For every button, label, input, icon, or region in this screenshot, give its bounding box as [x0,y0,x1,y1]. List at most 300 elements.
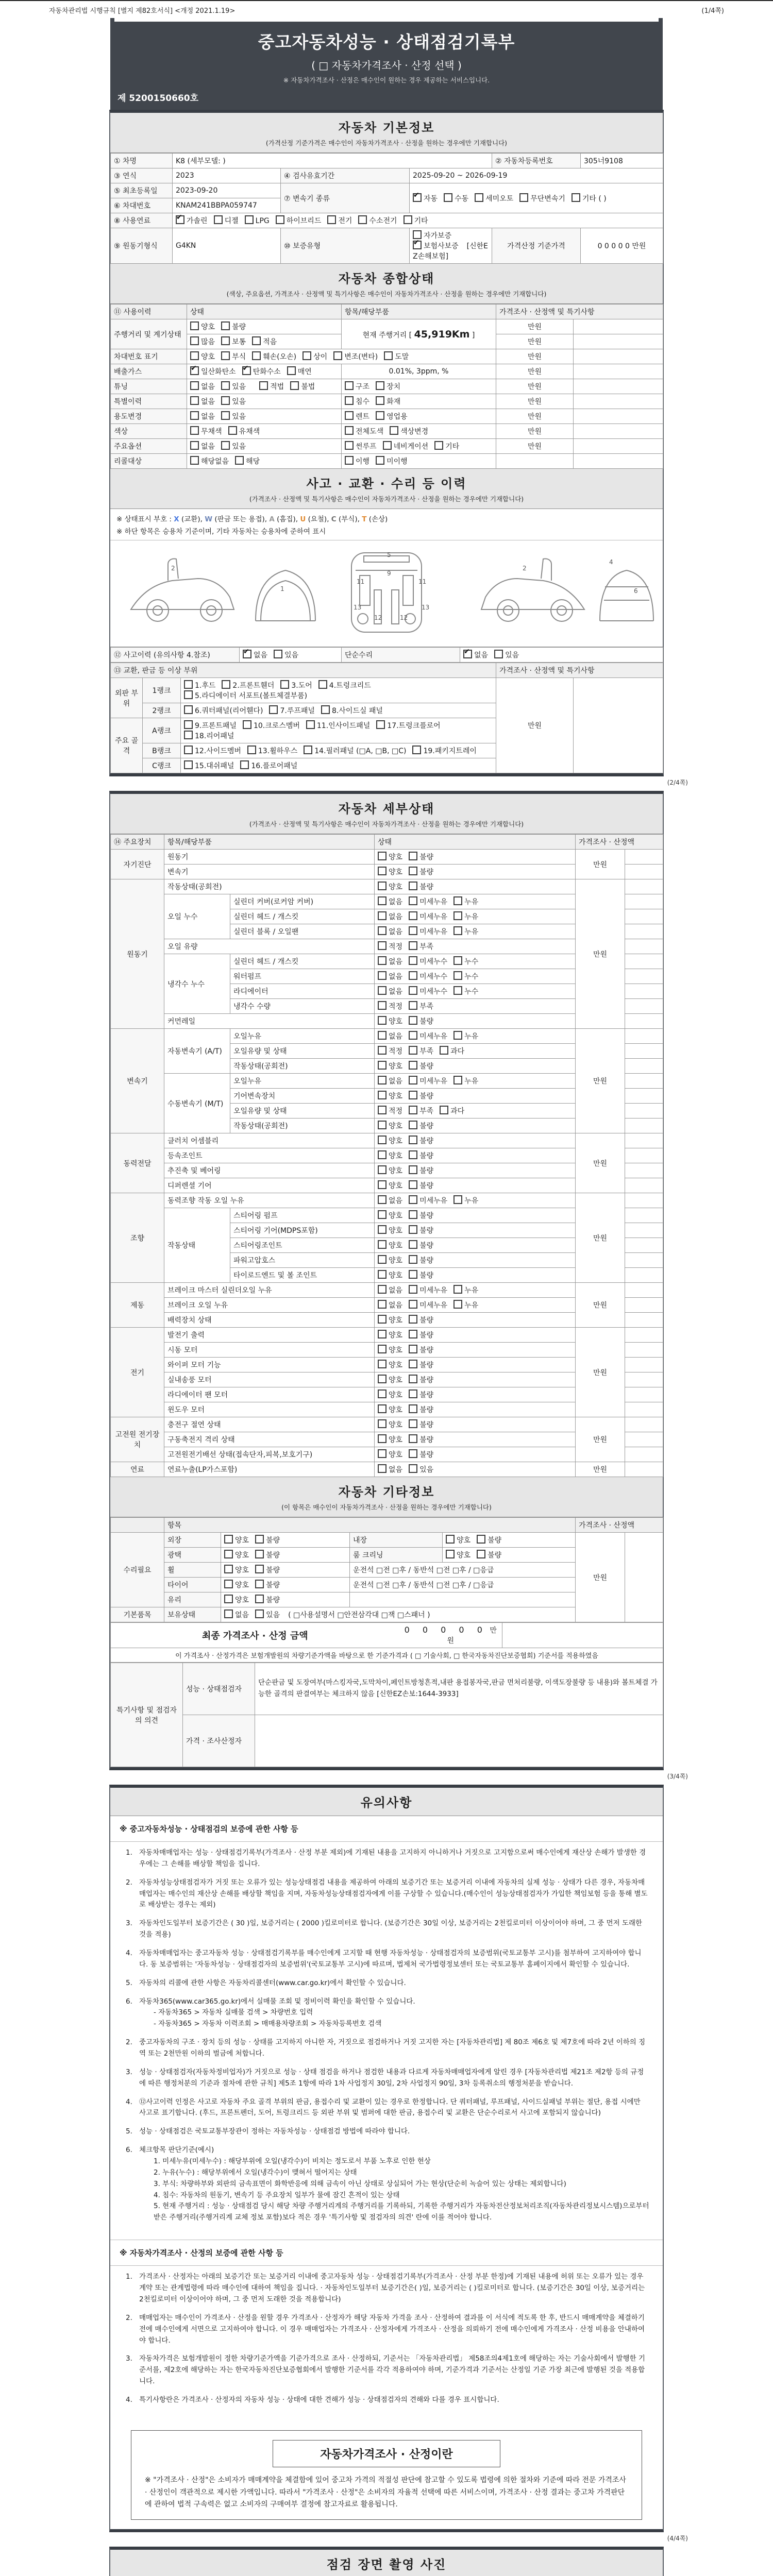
wheel-label: 휠 [164,1563,221,1578]
checkbox-option [409,1434,433,1445]
checkbox-unchecked-icon [327,215,336,224]
checkbox-option [409,1255,433,1265]
price-cell: 만원 [576,1133,625,1193]
checkbox-option [221,411,246,421]
item-label: 클러치 어셈블리 [164,1133,375,1148]
document-header [110,18,663,110]
checkbox-unchecked-icon [304,745,312,754]
checkbox-label: 양호 [389,1436,403,1444]
checkbox-option [245,215,270,225]
glass-blank [350,1592,576,1607]
checkbox-label: 12.사이드멤버 [195,747,241,755]
checkbox-option [378,1195,402,1206]
checkbox-option [378,1419,402,1430]
checkbox-group [378,1016,440,1026]
checkbox-option [378,986,402,996]
diagram-part-number: 6 [634,587,638,595]
checkbox-option [378,1434,402,1445]
item-label: 타이로드엔드 및 볼 조인트 [230,1268,375,1283]
checkbox-unchecked-icon [453,986,462,995]
checkbox-label: 불량 [419,1346,434,1354]
checkbox-unchecked-icon [252,336,261,345]
item-label: 실린더 블록 / 오일팬 [230,924,375,939]
checkbox-unchecked-icon [221,396,230,405]
checkbox-unchecked-icon [255,1595,264,1603]
checkbox-label: 8.사이드실 패널 [331,707,383,715]
price-blank-cell [625,1253,663,1268]
checkbox-label: 없음 [389,898,403,906]
photos-header [110,2550,663,2576]
price-cell: 만원 [496,379,574,394]
checkbox-option [345,396,369,406]
checkbox-option [221,441,246,451]
checkbox-option [190,366,236,377]
checkbox-option [252,351,296,362]
inspector-opinion-text: 단순판금 및 도장여부(마스킹자국,도막차이,페인트방청흔적,내판 용접봉자국,판금 면처리불량, 이색도장불량 등 내용)와 볼트체결 가능한 골격의 판결여부는 체크하지 않음 [신한EZ손보:1644-3933] [255,1663,663,1715]
checkbox-label: 9.프론트패널 [195,722,237,730]
checkbox-label: LPG [255,217,270,225]
checkbox-unchecked-icon [409,1300,417,1309]
item-label: 추진축 및 베어링 [164,1163,375,1178]
checkbox-unchecked-icon [184,720,193,729]
checkbox-label: 부족 [419,1047,434,1056]
checkbox-group [190,441,252,451]
table-row [111,678,663,703]
diagram-part-number: 13 [422,604,430,611]
checkbox-option [409,852,433,862]
checkbox-option [440,1046,464,1056]
checkbox-unchecked-icon [572,193,580,202]
table-row [111,409,663,424]
price-cell: 만원 [496,364,574,379]
state-symbol: C [331,515,337,523]
checkbox-unchecked-icon [409,1210,417,1219]
checkbox-option [434,441,459,451]
price-blank-cell [625,984,663,999]
checkbox-label: 없음 [389,1286,403,1295]
item-label: 작동상태(공회전) [230,1118,375,1133]
checkbox-option [176,215,208,226]
state-symbol-legend [110,509,663,540]
checkbox-unchecked-icon [378,986,386,995]
checkbox-option [184,731,234,741]
checkbox-unchecked-icon [255,1609,264,1618]
checkbox-group [446,1550,508,1560]
checkbox-unchecked-icon [409,1449,417,1458]
checkbox-option [378,1285,402,1295]
checkbox-unchecked-icon [228,426,237,435]
checkbox-unchecked-icon [269,705,278,714]
exterior-label: 외장 [164,1533,221,1548]
checkbox-option [376,411,408,421]
checkbox-unchecked-icon [453,956,462,965]
checkbox-option [409,1449,433,1460]
checkbox-label: 없음 [389,1301,403,1310]
checkbox-label: 불량 [488,1551,502,1560]
checkbox-label: 4.트렁크리드 [329,682,371,690]
checkbox-label: 누유 [464,1197,479,1205]
checkbox-unchecked-icon [378,1270,386,1279]
checkbox-unchecked-icon [475,193,483,202]
checkbox-option [453,986,478,996]
checkbox-unchecked-icon [378,1404,386,1413]
checkbox-unchecked-icon [190,441,199,450]
diagram-part-number: 5 [387,551,391,558]
checkbox-option [453,926,478,937]
checkbox-option [255,1580,280,1590]
checkbox-unchecked-icon [409,1016,417,1025]
checkbox-option [221,351,246,362]
detail-state-table [110,834,663,1477]
checkbox-label: 과다 [450,1047,465,1056]
checkbox-group [224,1565,286,1575]
checkbox-option [190,456,229,466]
opinion-label: 특기사항 및 점검자의 의견 [111,1663,183,1767]
checkbox-option [384,351,409,362]
accident-history-table [110,647,663,663]
checkbox-label: 양호 [389,853,403,861]
accident-history-options [240,648,342,663]
table-row [111,154,663,168]
checkbox-option [235,456,260,466]
checkbox-unchecked-icon [184,690,193,699]
table-row [111,439,663,454]
checkbox-unchecked-icon [378,1330,386,1338]
checkbox-label: 7.루프패널 [280,707,315,715]
checkbox-option [378,1345,402,1355]
notice-item: 1. 가격조사 · 산정자는 아래의 보증기간 또는 보증거리 이내에 중고자동차 성능 · 상태점검기록부(가격조사 · 산정 부분 한정)에 기재된 내용에 허위 또는 오류가 있는 경우 계약 또는 관계법령에 따라 매수인에 대하여 책임을 집니다. · 자동차인도일부터 보증기간은( )일, 보증거리는 ( )킬로미터로 합니다. (보증기간은 30일 이상, 보증거리는 2천킬로미터 이상이어야 하며, 그 중 먼저 도래한 것을 적용합니다) [126,2273,645,2303]
option-extra-text: ( □사용설명서 □안전삼각대 □잭 □스패너 ) [288,1611,430,1619]
checkbox-label: 없음 [389,928,403,936]
checkbox-unchecked-icon [409,1375,417,1383]
checkbox-label: 세미오토 [485,194,514,203]
checkbox-group [378,1434,440,1445]
item-label: 고전원전기배선 상태(접속단자,피복,보호기구) [164,1447,375,1462]
exterior-options [221,1533,350,1548]
rank-label: 2랭크 [143,703,181,718]
checkbox-label: 전체도색 [356,428,384,436]
checkbox-unchecked-icon [409,971,417,980]
checkbox-group [378,1150,440,1161]
price-blank-cell [574,379,663,394]
checkbox-unchecked-icon [184,680,193,689]
repair-needed-label: 수리필요 [111,1533,164,1607]
item-label: 와이퍼 모터 기능 [164,1358,375,1372]
checkbox-option [409,1315,433,1325]
checkbox-option [255,1595,280,1605]
checkbox-label: 불량 [266,1596,280,1604]
checkbox-option [409,1091,433,1101]
price-cell: 만원 [496,319,574,334]
price-blank-cell [625,1402,663,1417]
checkbox-label: 양호 [389,1316,403,1325]
first-reg-label: ⑤ 최초등록일 [111,183,173,198]
checkbox-option [190,396,215,406]
table-row [111,454,663,469]
checkbox-unchecked-icon [378,1001,386,1010]
checkbox-group [378,1046,470,1056]
checkbox-unchecked-icon [477,1550,485,1558]
checkbox-label: 불량 [419,1167,434,1175]
checkbox-unchecked-icon [287,366,296,375]
checkbox-label: 누유 [464,913,479,921]
checkbox-option [190,351,215,362]
checkbox-unchecked-icon [409,1091,417,1099]
checkbox-option [453,1031,478,1041]
checkbox-group [345,426,434,436]
checkbox-unchecked-icon [453,896,462,905]
checkbox-unchecked-icon [378,1016,386,1025]
checkbox-option [255,1565,280,1575]
checkbox-group [378,1270,440,1280]
checkbox-label: 양호 [235,1596,249,1604]
price-blank-cell [625,1118,663,1133]
checkbox-label: 양호 [389,1018,403,1026]
checkbox-unchecked-icon [252,351,261,360]
checkbox-option [242,366,281,377]
price-blank-cell [625,1178,663,1193]
final-price-unit: 만원 [447,1626,497,1645]
checkbox-option [306,720,370,731]
checkbox-label: 하이브리드 [286,217,322,225]
notice-item: 5. 자동차의 리콜에 관한 사항은 자동차리콜센터(www.car.go.kr)에서 확인할 수 있습니다. [126,1978,406,1987]
checkbox-option [255,1550,280,1560]
checkbox-label: 양호 [389,1122,403,1130]
checkbox-option [221,381,246,392]
checkbox-group [378,1001,440,1011]
checkbox-label: 없음 [474,651,489,659]
tire-positions: 운전석 □전 □후 / 동반석 □전 □후 / □응급 [350,1578,576,1592]
checkbox-option [345,426,383,436]
checkbox-group [378,1464,440,1475]
checkbox-label: 누수 [464,958,479,966]
checkbox-unchecked-icon [404,215,412,224]
diagram-part-number: 11 [418,578,427,585]
checkbox-option [413,241,459,251]
overall-title: 자동차 종합상태 [338,272,435,286]
checkbox-unchecked-icon [184,705,193,714]
checkbox-option [453,896,478,907]
item-label: 스티어링 펌프 [230,1208,375,1223]
checkbox-option [287,366,312,377]
checkbox-label: 적음 [263,338,277,346]
checkbox-unchecked-icon [409,956,417,965]
column-header: 가격조사 · 산정액 [576,835,663,850]
checkbox-label: 누수 [464,973,479,981]
table-row [111,648,663,663]
checkbox-label: 불량 [419,1257,434,1265]
checkbox-unchecked-icon [255,1565,264,1573]
checkbox-label: 3.도어 [291,682,312,690]
checkbox-option [409,1270,433,1280]
price-blank-cell [625,1298,663,1313]
checkbox-group [345,441,465,451]
checkbox-unchecked-icon [409,1121,417,1129]
checkbox-unchecked-icon [255,1580,264,1588]
checkbox-option [224,1595,249,1605]
item-label: 오일유량 및 상태 [230,1044,375,1059]
checkbox-group [190,336,283,347]
item-label: 워터펌프 [230,969,375,984]
tire-options [221,1578,350,1592]
row-label: 리콜대상 [111,454,187,469]
checkbox-group [378,1180,440,1191]
checkbox-unchecked-icon [519,193,528,202]
checkbox-option [290,381,315,392]
checkbox-group [378,1419,440,1430]
table-row [111,1648,663,1663]
checkbox-option [378,1404,402,1415]
checkbox-group [378,1031,484,1041]
state-symbol: X [174,515,179,523]
checkbox-unchecked-icon [477,1535,485,1544]
checkbox-option [240,760,297,771]
checkbox-unchecked-icon [345,411,354,420]
checkbox-label: 있음 [232,398,246,406]
checkbox-option [378,867,402,877]
basic-info-table [110,153,663,264]
checkbox-option [378,1046,402,1056]
checkbox-option [345,456,369,466]
checkbox-option [276,215,322,226]
diagram-part-number: 2 [523,565,527,572]
column-header: 가격조사 · 산정액 및 특기사항 [496,304,663,319]
checkbox-label: 부족 [419,1107,434,1115]
table-row [111,168,663,183]
checkbox-label: 양호 [235,1551,249,1560]
checkbox-option [378,1389,402,1400]
checkbox-label: 불량 [419,1421,434,1429]
table-row [111,228,663,264]
item-label: 실내송풍 모터 [164,1372,375,1387]
checkbox-option [378,1300,402,1310]
checkbox-option [378,956,402,967]
etc-subtitle: (이 항목은 매수인이 자동차가격조사 · 산정을 원하는 경우에만 기재합니다) [281,1503,492,1511]
checkbox-label: 불량 [419,883,434,891]
checkbox-unchecked-icon [345,396,354,405]
checkbox-label: 불량 [419,1242,434,1250]
checkbox-option [409,941,433,952]
checkbox-unchecked-icon [378,1061,386,1070]
table-row [111,1462,663,1477]
checkbox-option [409,986,447,996]
checkbox-label: 양호 [457,1536,471,1545]
checkbox-label: 미세누유 [419,928,448,936]
checkbox-label: 양호 [389,1152,403,1160]
checkbox-option [378,1136,402,1146]
price-cell: 만원 [496,424,574,439]
item-label: 라디에이터 [230,984,375,999]
notice-item: 4. 자동차매매업자는 중고자동차 성능 · 상태점검기록부를 매수인에게 고지할 때 현행 자동차성능 · 상태점검자의 보증범위(국토교통부 고시)를 첨부하여 고지하여야 합니다. 동 보증범위는 '자동차성능 · 상태점검자의 보증범위'(국토교통부 고시)에 따르며, 법제처 국가법령정보센터 또는 국토교통부 홈페이지에서 확인할 수 있습니다. [126,1949,642,1969]
checkbox-label: 16.플로어패널 [251,762,298,770]
checkbox-label: 불량 [419,1376,434,1384]
checkbox-label: 훼손(오손) [263,353,297,361]
checkbox-label: 양호 [389,1092,403,1100]
checkbox-option [378,1255,402,1265]
checkbox-unchecked-icon [345,441,354,450]
price-blank-cell [574,349,663,364]
checkbox-label: 양호 [389,1272,403,1280]
checkbox-label: 양호 [389,1361,403,1369]
reg-no-label: ② 자동차등록번호 [492,154,581,168]
price-blank-cell [625,1343,663,1358]
checkbox-option [190,336,215,347]
etc-title: 자동차 기타정보 [338,1485,435,1499]
checkbox-checked-icon [242,366,251,375]
checkbox-option [378,1449,402,1460]
checkbox-label: 불량 [419,868,434,876]
price-cell: 만원 [496,678,574,773]
checkbox-unchecked-icon [378,1180,386,1189]
price-blank-cell [574,319,663,334]
checkbox-option [453,1285,478,1295]
checkbox-label: 없음 [389,1466,403,1474]
checkbox-label: 없음 [389,1197,403,1205]
checkbox-label: 양호 [389,1376,403,1384]
checkbox-label: 10.크로스멤버 [253,722,300,730]
price-blank-cell [625,1044,663,1059]
price-cell: 만원 [576,879,625,1029]
checkbox-option [409,1225,433,1235]
checkbox-label: 무단변속기 [530,194,565,203]
document-number: 제 5200150660호 [117,93,199,104]
row-label: 용도변경 [111,409,187,424]
checkbox-option [378,1091,402,1101]
checkbox-option [378,1330,402,1340]
price-blank-cell [625,1387,663,1402]
basic-info-header [110,113,663,153]
checkbox-option [224,1550,249,1560]
page-marker-2: (2/4쪽) [667,779,688,786]
checkbox-unchecked-icon [378,852,386,860]
checkbox-unchecked-icon [224,1609,233,1618]
checkbox-unchecked-icon [243,720,251,729]
item-label: 커먼레일 [164,1014,375,1029]
checkbox-option [378,1016,402,1026]
checkbox-option [453,911,478,922]
price-cell: 만원 [576,1029,625,1133]
checkbox-group [378,1345,440,1355]
checkbox-option [409,1076,447,1086]
checkbox-label: 이행 [356,457,370,466]
checkbox-option [453,1195,478,1206]
checkbox-option [378,1240,402,1250]
checkbox-group [378,1061,440,1071]
sub-group-label: 오일 누수 [164,894,230,939]
checkbox-option [224,1535,249,1545]
checkbox-option [453,1300,478,1310]
checkbox-label: 네비게이션 [393,443,429,451]
notice-item: 3. 자동차가격은 보험개발원이 정한 차량기준가액을 기준가격으로 조사 · 산정하되, 기준서는 「자동차관리법」 제58조의4제1호에 해당하는 자는 기술사회에서 발행한 기준서를, 제2호에 해당하는 자는 한국자동차진단보증협회에서 발행한 기준서를 각각 적용하여야 하며, 기준가격과 기준서는 산정일 기준 가장 최근에 발행된 것을 적용합니다. [126,2354,645,2386]
checkbox-unchecked-icon [446,1535,455,1544]
checkbox-unchecked-icon [378,1300,386,1309]
checkbox-option [378,1464,402,1475]
checkbox-unchecked-icon [378,896,386,905]
checkbox-label: 미세누유 [419,1032,448,1041]
checkbox-label: 미세누수 [419,988,448,996]
checkbox-label: 양호 [235,1566,249,1574]
checkbox-label: 기타 ( ) [582,194,607,203]
column-header: 항목/해당부품 [342,304,496,319]
checkbox-checked-icon [176,215,184,224]
price-blank-cell [574,364,663,379]
etc-col-spacer [111,1518,164,1533]
checkbox-unchecked-icon [409,986,417,995]
checkbox-label: 불량 [266,1581,280,1589]
checkbox-unchecked-icon [345,426,354,435]
checkbox-unchecked-icon [376,381,384,390]
checkbox-unchecked-icon [221,441,230,450]
